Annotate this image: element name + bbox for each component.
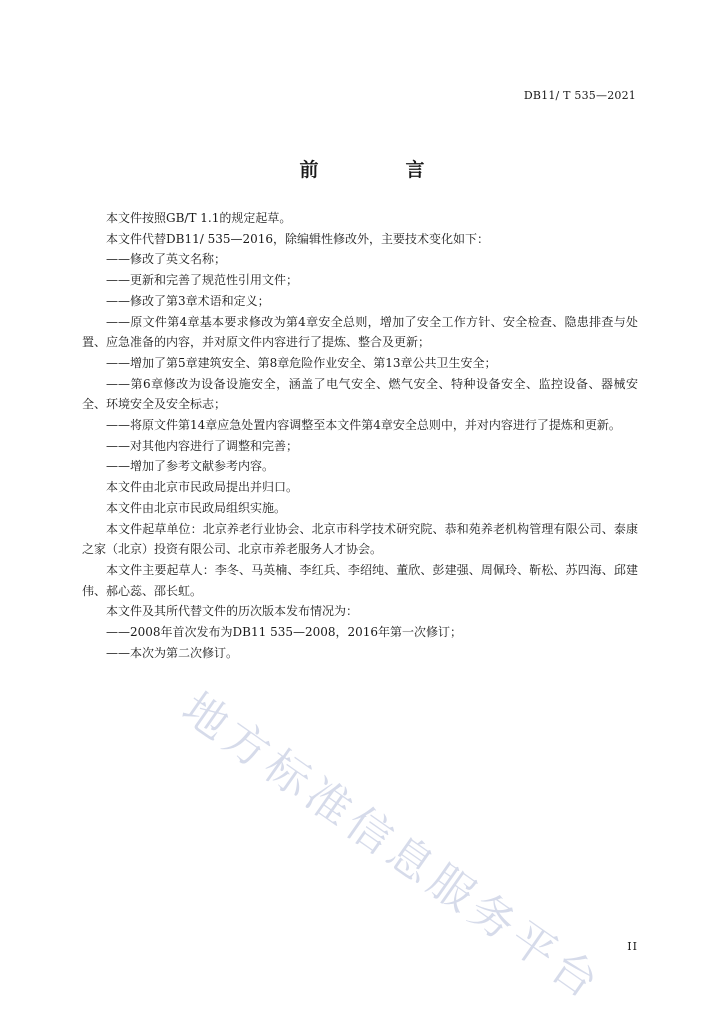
paragraph: 本文件由北京市民政局提出并归口。 bbox=[106, 480, 299, 495]
paragraph: 本文件代替DB11/ 535—2016，除编辑性修改外，主要技术变化如下： bbox=[106, 231, 490, 246]
foreword-body bbox=[82, 208, 638, 663]
drafters: 本文件主要起草人：李冬、马英楠、李红兵、李绍纯、董欣、彭建强、周佩玲、靳松、苏四海、邱建伟、郝心蕊、邵长虹。 bbox=[82, 562, 638, 598]
list-item: ——增加了第5章建筑安全、第8章危险作业安全、第13章公共卫生安全； bbox=[106, 355, 497, 370]
watermark: 地方标准信息服务平台 bbox=[172, 682, 612, 1012]
page-title: 前 言 bbox=[299, 159, 459, 181]
list-item: ——本次为第二次修订。 bbox=[106, 645, 239, 660]
list-item: ——增加了参考文献参考内容。 bbox=[106, 459, 275, 474]
list-item: ——2008年首次发布为DB11 535—2008，2016年第一次修订； bbox=[106, 625, 463, 640]
drafting-units: 本文件起草单位：北京养老行业协会、北京市科学技术研究院、恭和苑养老机构管理有限公司、泰康之家（北京）投资有限公司、北京市养老服务人才协会。 bbox=[82, 521, 638, 557]
list-item: ——对其他内容进行了调整和完善； bbox=[106, 438, 299, 453]
paragraph: 本文件及其所代替文件的历次版本发布情况为： bbox=[106, 604, 359, 619]
document-code: DB11/ T 535—2021 bbox=[523, 89, 636, 102]
paragraph: 本文件由北京市民政局组织实施。 bbox=[106, 500, 287, 515]
list-item: ——修改了第3章术语和定义； bbox=[106, 293, 270, 308]
list-item: ——修改了英文名称； bbox=[106, 252, 227, 267]
list-item: ——更新和完善了规范性引用文件； bbox=[106, 273, 299, 288]
paragraph: 本文件按照GB/T 1.1的规定起草。 bbox=[106, 211, 292, 225]
page-number: II bbox=[627, 940, 638, 953]
list-item: ——第6章修改为设备设施安全，涵盖了电气安全、燃气安全、特种设备安全、监控设备、器械安全、环境安全及安全标志； bbox=[82, 376, 638, 412]
list-item: ——将原文件第14章应急处置内容调整至本文件第4章安全总则中，并对内容进行了提炼和更新。 bbox=[106, 418, 621, 433]
list-item: ——原文件第4章基本要求修改为第4章安全总则，增加了安全工作方针、安全检查、隐患排查与处置、应急准备的内容，并对原文件内容进行了提炼、整合及更新； bbox=[82, 314, 638, 350]
